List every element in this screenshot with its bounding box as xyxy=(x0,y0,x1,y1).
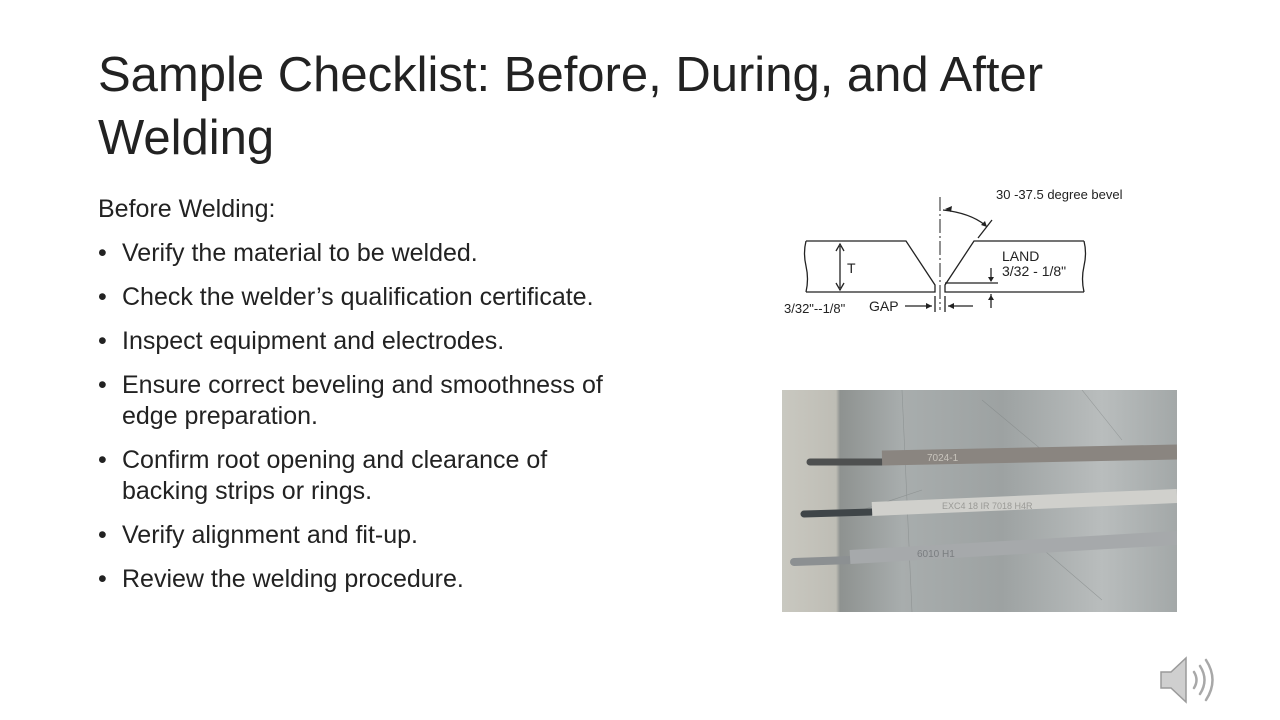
list-item: • Confirm root opening and clearance of backing strips or rings. xyxy=(98,445,618,507)
bevel-angle-label: 30 -37.5 degree bevel xyxy=(996,187,1123,202)
section-heading: Before Welding: xyxy=(98,195,276,223)
electrode-label: 6010 H1 xyxy=(917,549,955,560)
list-item: • Verify the material to be welded. xyxy=(98,238,618,269)
electrodes-photo xyxy=(782,390,1177,612)
thickness-label: T xyxy=(847,260,856,276)
list-item: • Verify alignment and fit-up. xyxy=(98,520,618,551)
electrode-6010 xyxy=(850,538,1177,557)
list-item: • Check the welder’s qualification certificate. xyxy=(98,282,618,313)
gap-value: 3/32"--1/8" xyxy=(784,301,846,316)
list-item: • Ensure correct beveling and smoothness of edge preparation. xyxy=(98,370,618,432)
list-item: • Review the welding procedure. xyxy=(98,564,618,595)
list-item: • Inspect equipment and electrodes. xyxy=(98,326,618,357)
gap-label: GAP xyxy=(869,298,899,314)
electrode-label: 7024-1 xyxy=(927,453,959,464)
checklist xyxy=(98,238,618,608)
electrode-label: EXC4 18 IR 7018 H4R xyxy=(942,501,1033,511)
speaker-icon[interactable] xyxy=(1156,650,1224,710)
land-value: 3/32 - 1/8" xyxy=(1002,263,1067,279)
slide-title: Sample Checklist: Before, During, and After Welding xyxy=(98,48,1044,165)
land-label: LAND xyxy=(1002,248,1040,264)
bevel-joint-diagram xyxy=(780,180,1160,320)
